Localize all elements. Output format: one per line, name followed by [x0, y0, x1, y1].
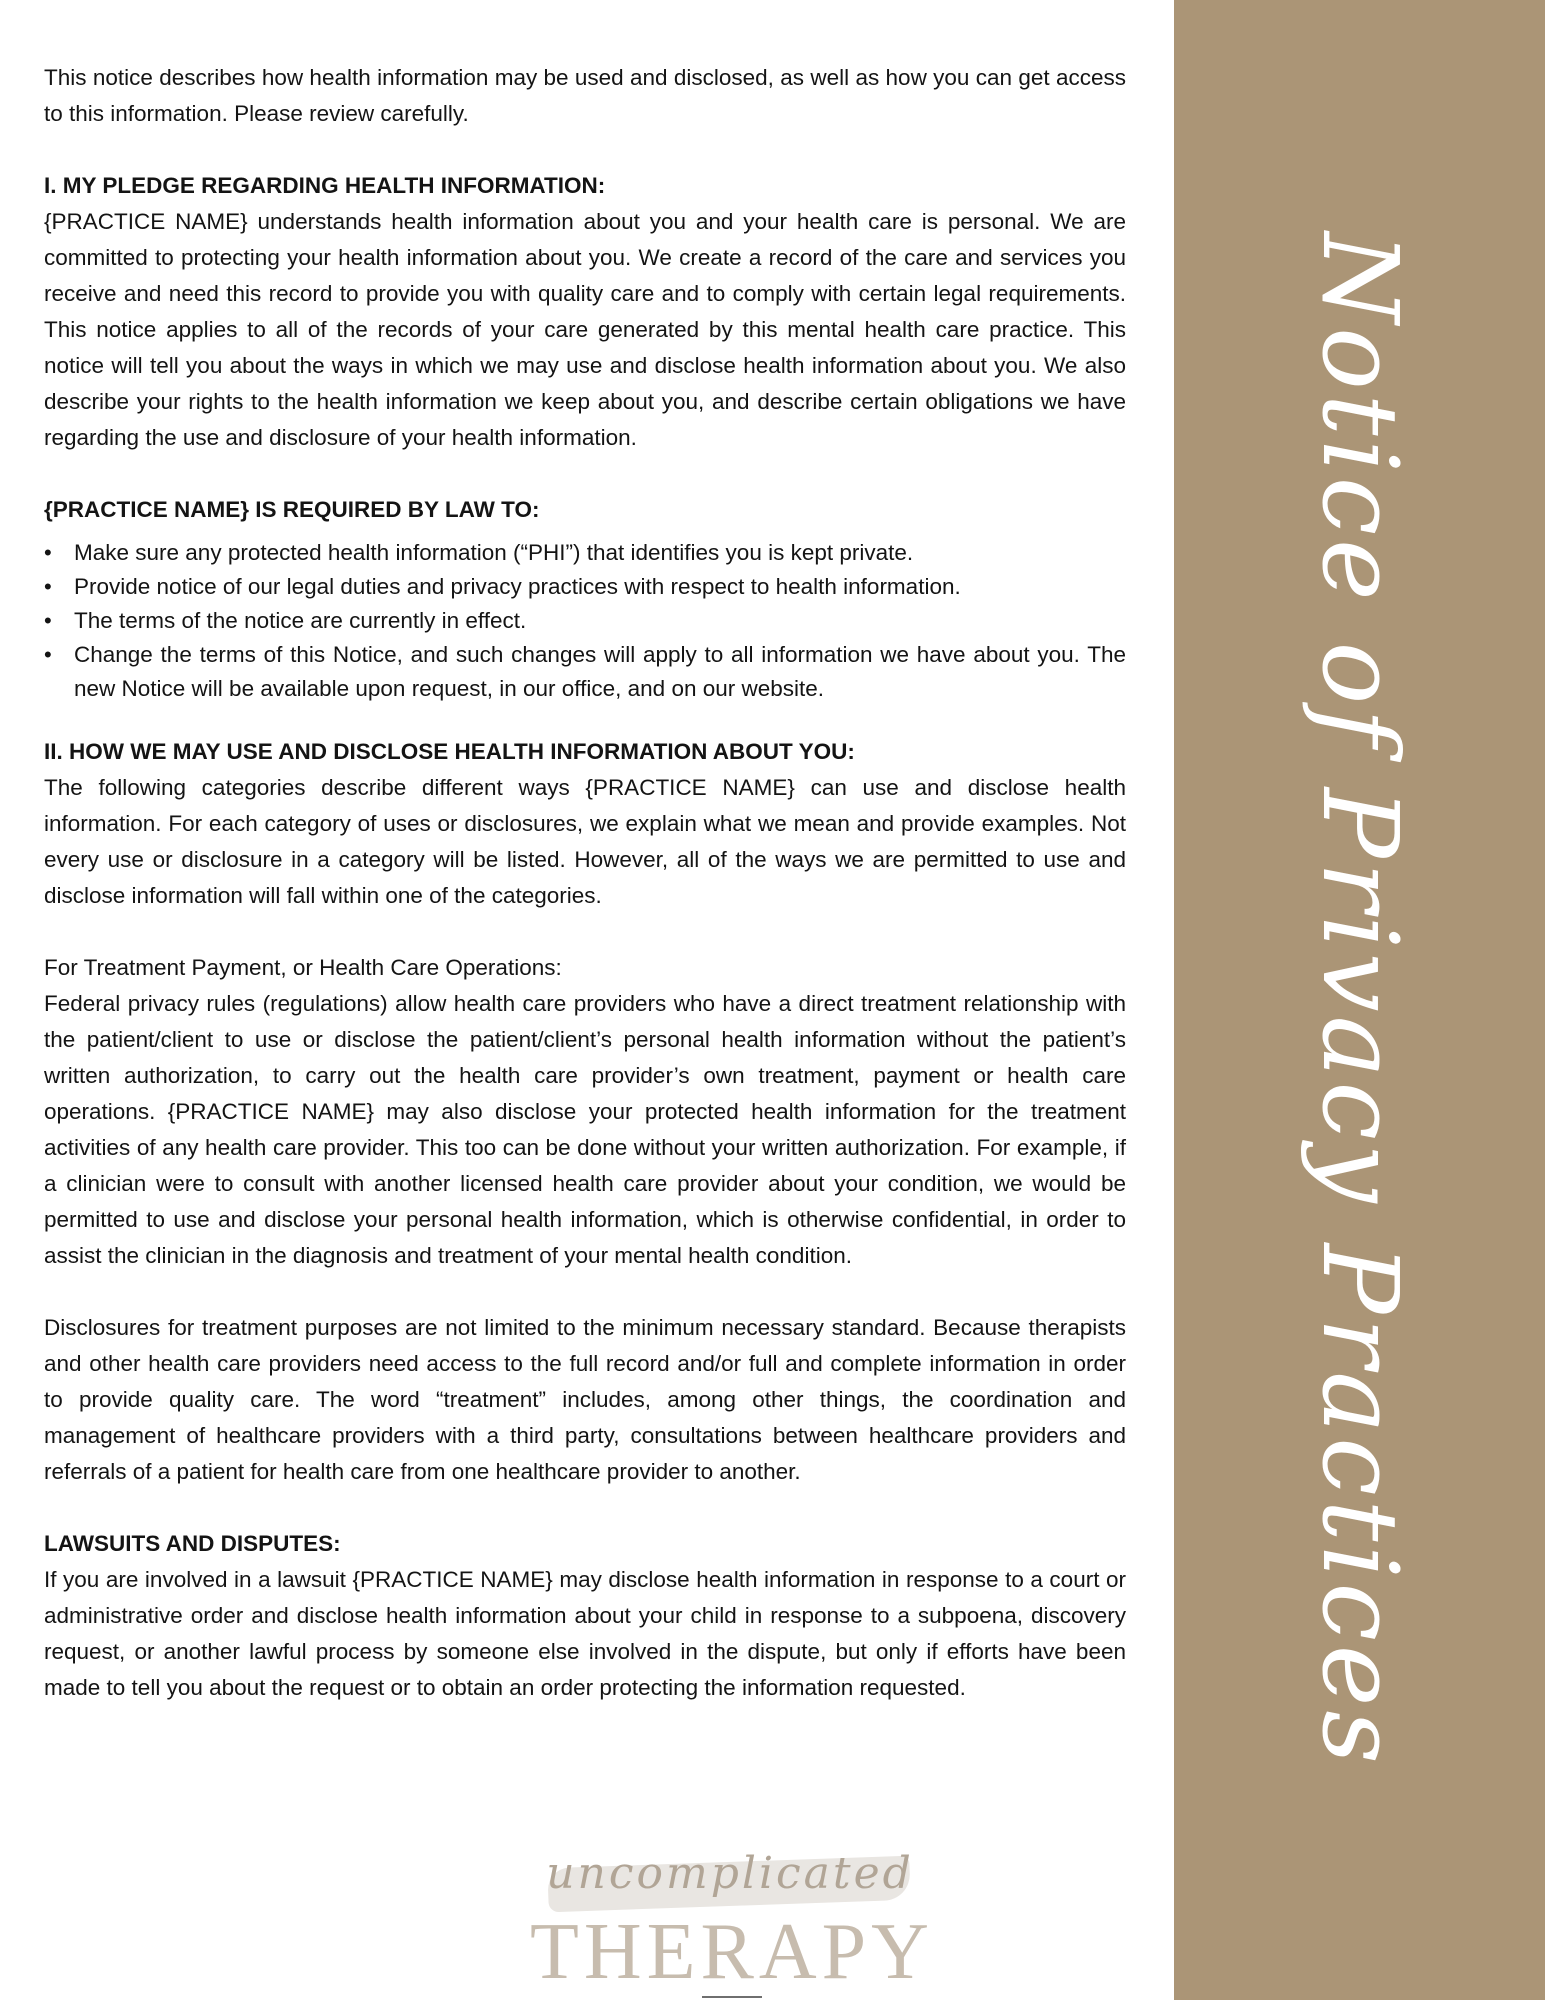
logo-main-text: THERAPY [530, 1908, 934, 1996]
intro-paragraph: This notice describes how health information may be used and disclosed, as well as how you can get access to this information. Please review carefully. [44, 65, 1126, 126]
required-list [44, 528, 1126, 706]
lawsuits-paragraph: If you are involved in a lawsuit {PRACTICE NAME} may disclose health information in response to a court or administrative order and disclose health information about your child in response to a subpoena, discovery request, or another lawful process by someone else involved in the dispute, but only if efforts have been made to tell you about the request or to obtain an order protecting the information requested. [44, 1567, 1126, 1700]
brand-logo [530, 1838, 934, 2000]
list-item: • Provide notice of our legal duties and privacy practices with respect to health information. [44, 570, 1126, 604]
use-disclose-heading: II. HOW WE MAY USE AND DISCLOSE HEALTH INFORMATION ABOUT YOU: [44, 739, 855, 764]
pledge-paragraph: {PRACTICE NAME} understands health information about you and your health care is personal. We are committed to protecting your health information about you. We create a record of the care and services you receive and need this record to provide you with quality care and to comply with certain legal requirements. This notice applies to all of the records of your care generated by this mental health care practice. This notice will tell you about the ways in which we may use and disclose health information about you. We also describe your rights to the health information we keep about you, and describe certain obligations we have regarding the use and disclosure of your health information. [44, 209, 1126, 450]
use-disclose-paragraph: The following categories describe different ways {PRACTICE NAME} can use and disclose health information. For each category of uses or disclosures, we explain what we mean and provide examples. Not every use or disclosure in a category will be listed. However, all of the ways we are permitted to use and disclose information will fall within one of the categories. [44, 775, 1126, 908]
required-by-law-heading: {PRACTICE NAME} IS REQUIRED BY LAW TO: [44, 497, 540, 522]
title-sidebar [1174, 0, 1545, 2000]
pledge-heading: I. MY PLEDGE REGARDING HEALTH INFORMATION: [44, 173, 606, 198]
list-item: • Make sure any protected health information (“PHI”) that identifies you is kept private. [44, 536, 1126, 570]
lawsuits-heading: LAWSUITS AND DISPUTES: [44, 1531, 341, 1556]
sidebar-title: Notice of Privacy Practices [1298, 232, 1421, 1768]
treatment-subheading: For Treatment Payment, or Health Care Operations: [44, 955, 562, 980]
treatment-purposes-paragraph: Disclosures for treatment purposes are not limited to the minimum necessary standard. Because therapists and other health care providers need access to the full record and/or full and complete information in order to provide quality care. The word “treatment” includes, among other things, the coordination and management of healthcare providers with a third party, consultations between healthcare providers and referrals of a patient for health care from one healthcare provider to another. [44, 1315, 1126, 1484]
logo-divider [702, 1996, 762, 1998]
list-item: • Change the terms of this Notice, and such changes will apply to all information we have about you. The new Notice will be available upon request, in our office, and on our website. [44, 638, 1126, 706]
notice-body [44, 60, 1126, 1706]
logo-script-text: uncomplicated [546, 1848, 914, 1899]
list-item: • The terms of the notice are currently in effect. [44, 604, 1126, 638]
treatment-paragraph: Federal privacy rules (regulations) allow health care providers who have a direct treatment relationship with the patient/client to use or disclose the patient/client’s personal health information without the patient’s written authorization, to carry out the health care provider’s own treatment, payment or health care operations. {PRACTICE NAME} may also disclose your protected health information for the treatment activities of any health care provider. This too can be done without your written authorization. For example, if a clinician were to consult with another licensed health care provider about your condition, we would be permitted to use and disclose your personal health information, which is otherwise confidential, in order to assist the clinician in the diagnosis and treatment of your mental health condition. [44, 991, 1126, 1268]
